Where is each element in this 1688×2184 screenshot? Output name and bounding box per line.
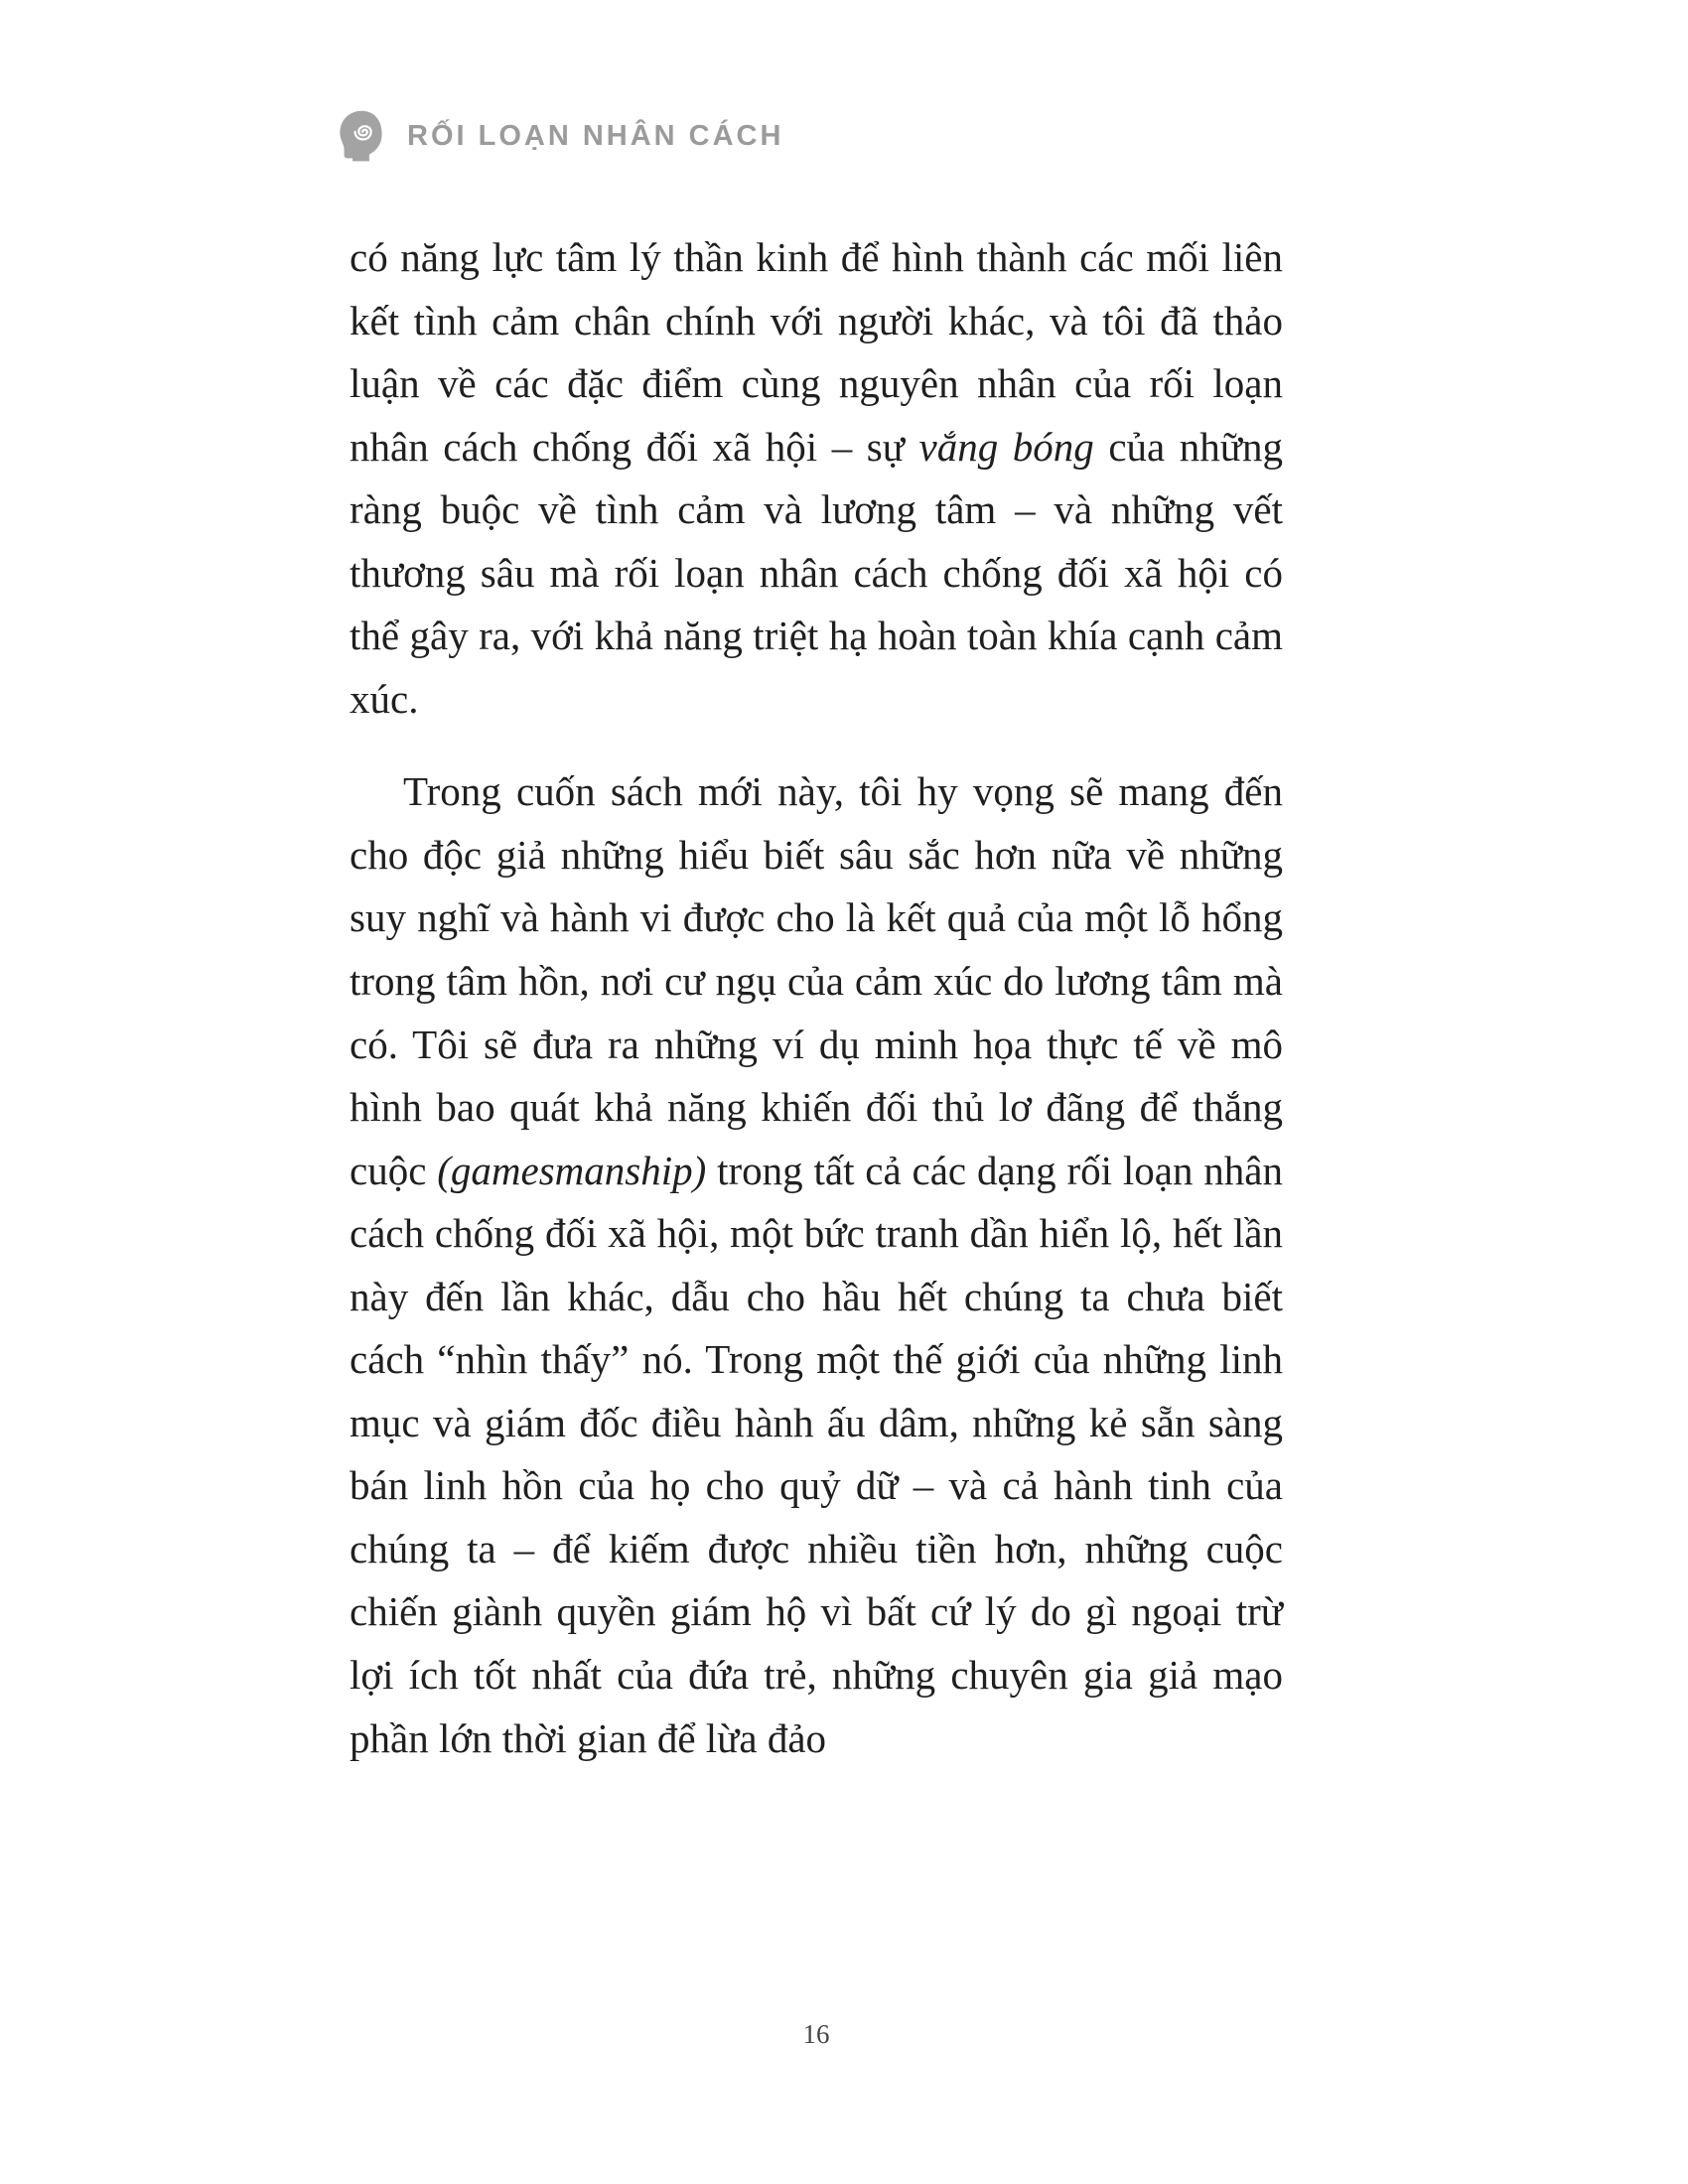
head-spiral-icon (336, 109, 391, 163)
page-number: 16 (802, 2019, 830, 2049)
italic-text-run: vắng bóng (918, 423, 1094, 470)
text-run: của những ràng buộc về tình cảm và lương tâm – và những vết thương sâu mà rối loạn nhân cách chống đối xã hội có thể gây ra, với khả năng triệt hạ hoàn toàn khía cạnh cảm xúc. (350, 423, 1283, 722)
paragraph (350, 760, 1283, 1770)
page-header (336, 109, 783, 163)
paragraph (350, 226, 1283, 731)
text-run: có năng lực tâm lý thần kinh để hình thành các mối liên kết tình cảm chân chính với người khác, và tôi đã thảo luận về các đặc điểm cùng nguyên nhân của rối loạn nhân cách chống đối xã hội – sự (350, 234, 1283, 470)
italic-text-run: (gamesmanship) (437, 1147, 707, 1193)
text-run: trong tất cả các dạng rối loạn nhân cách chống đối xã hội, một bức tranh dần hiển lộ, hết lần này đến lần khác, dẫu cho hầu hết chúng ta chưa biết cách “nhìn thấy” nó. Trong một thế giới của những linh mục và giám đốc điều hành ấu dâm, những kẻ sẵn sàng bán linh hồn của họ cho quỷ dữ – và cả hành tinh của chúng ta – để kiếm được nhiều tiền hơn, những cuộc chiến giành quyền giám hộ vì bất cứ lý do gì ngoại trừ lợi ích tốt nhất của đứa trẻ, những chuyên gia giả mạo phần lớn thời gian để lừa đảo (350, 1147, 1283, 1761)
page-body (350, 226, 1283, 1800)
text-run: Trong cuốn sách mới này, tôi hy vọng sẽ mang đến cho độc giả những hiểu biết sâu sắc hơn nữa về những suy nghĩ và hành vi được cho là kết quả của một lỗ hổng trong tâm hồn, nơi cư ngụ của cảm xúc do lương tâm mà có. Tôi sẽ đưa ra những ví dụ minh họa thực tế về mô hình bao quát khả năng khiến đối thủ lơ đãng để thắng cuộc (350, 768, 1283, 1193)
page-footer (350, 2019, 1283, 2050)
book-title: RỐI LOẠN NHÂN CÁCH (407, 119, 784, 152)
